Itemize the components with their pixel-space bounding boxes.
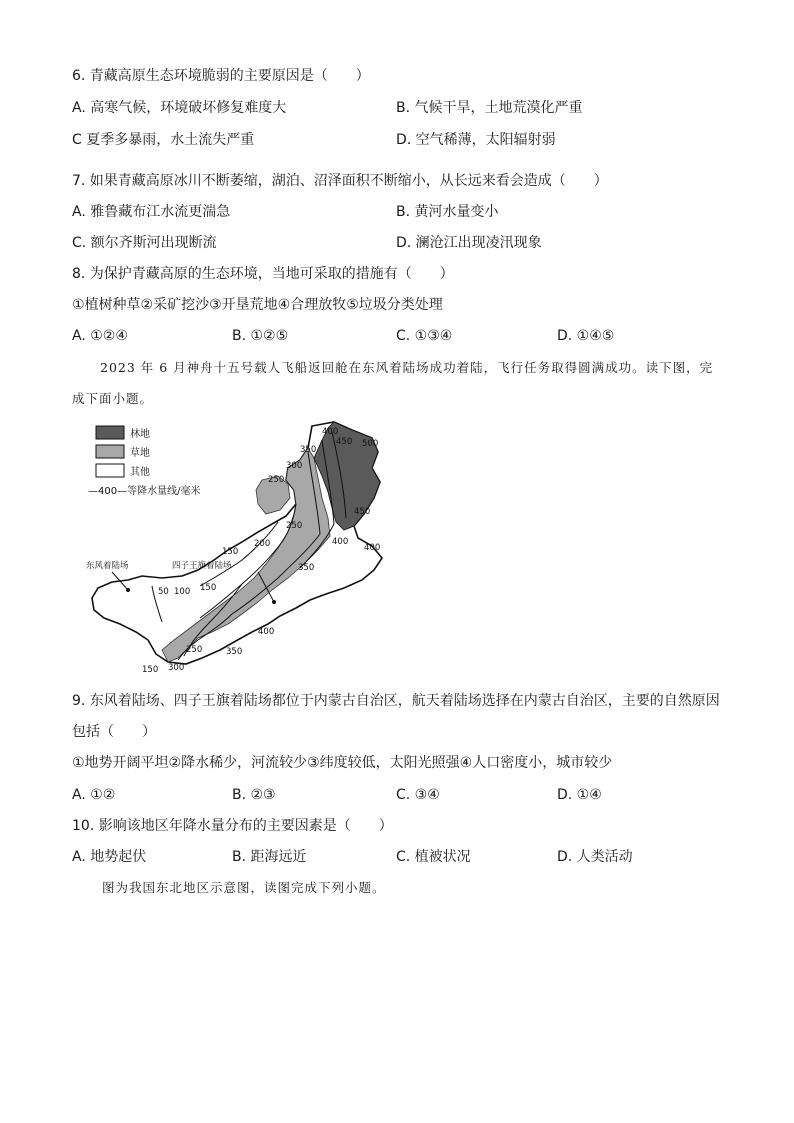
q9-stem-line2: 包括（ ）: [72, 724, 156, 740]
isohyet-label: 200: [254, 539, 271, 549]
siziwang-landing-site-marker: [272, 600, 276, 604]
isohyet-label: 450: [336, 437, 353, 447]
isohyet-label: 300: [168, 663, 185, 673]
q6-option-d: D. 空气稀薄，太阳辐射弱: [396, 132, 556, 148]
isohyet-label: 350: [300, 445, 317, 455]
isohyet-label: 400: [364, 543, 381, 553]
isohyet-label: 450: [354, 507, 371, 517]
q10-option-b: B. 距海远近: [232, 849, 307, 865]
isohyet-label: 150: [200, 583, 217, 593]
dongfeng-landing-site-marker: [126, 588, 130, 592]
passage-northeast-intro: 图为我国东北地区示意图，读图完成下列小题。: [102, 880, 386, 895]
legend-forest-swatch: [96, 426, 124, 439]
isohyet-label: 50: [158, 587, 169, 597]
q7-option-a: A. 雅鲁藏布江水流更湍急: [72, 204, 231, 220]
q7-option-b: B. 黄河水量变小: [396, 204, 499, 220]
q6-stem: 6. 青藏高原生态环境脆弱的主要原因是（ ）: [72, 68, 370, 84]
q8-option-c: C. ①③④: [396, 328, 453, 344]
q9-option-a: A. ①②: [72, 787, 116, 803]
isohyet-label: 500: [362, 439, 379, 449]
isohyet-label: 250: [186, 645, 203, 655]
q6-option-b: B. 气候干旱，土地荒漠化严重: [396, 100, 583, 116]
legend-grass-label: 草地: [130, 448, 150, 459]
q9-option-d: D. ①④: [557, 787, 602, 803]
isohyet-label: 400: [322, 427, 339, 437]
q8-option-b: B. ①②⑤: [232, 328, 289, 344]
inner-mongolia-precipitation-map: [82, 418, 502, 680]
q10-option-a: A. 地势起伏: [72, 849, 147, 865]
isohyet-label: 150: [222, 547, 239, 557]
isohyet-label: 300: [286, 461, 303, 471]
q10-stem: 10. 影响该地区年降水量分布的主要因素是（ ）: [72, 818, 393, 834]
q8-stem: 8. 为保护青藏高原的生态环境，当地可采取的措施有（ ）: [72, 266, 454, 282]
passage-intro-line1: 2023 年 6 月神舟十五号载人飞船返回舱在东风着陆场成功着陆，飞行任务取得圆满成功。读下图，完: [100, 360, 714, 375]
q6-option-a: A. 高寒气候，环境破坏修复难度大: [72, 100, 287, 116]
passage-intro-line2: 成下面小题。: [72, 391, 154, 406]
q8-option-a: A. ①②④: [72, 328, 128, 344]
legend-other-swatch: [96, 464, 124, 477]
isohyet-label: 250: [286, 521, 303, 531]
q9-stem-line1: 9. 东风着陆场、四子王旗着陆场都位于内蒙古自治区，航天着陆场选择在内蒙古自治区，主要的自然原因: [72, 693, 720, 709]
q10-option-c: C. 植被状况: [396, 849, 471, 865]
q9-option-b: B. ②③: [232, 787, 276, 803]
legend-other-label: 其他: [130, 467, 150, 478]
q7-option-d: D. 澜沧江出现凌汛现象: [396, 235, 542, 251]
q7-option-c: C. 额尔齐斯河出现断流: [72, 235, 217, 251]
isohyet-label: 250: [268, 475, 285, 485]
isohyet-label: 100: [174, 587, 191, 597]
legend-forest-label: 林地: [130, 429, 150, 440]
q10-option-d: D. 人类活动: [557, 849, 633, 865]
q8-option-d: D. ①④⑤: [557, 328, 615, 344]
isohyet-label: 150: [142, 665, 159, 675]
legend-isohyet-label: —400—等降水量线/毫米: [88, 486, 201, 497]
q7-stem: 7. 如果青藏高原冰川不断萎缩，湖泊、沼泽面积不断缩小，从长远来看会造成（ ）: [72, 173, 608, 189]
q9-option-c: C. ③④: [396, 787, 440, 803]
isohyet-label: 350: [226, 647, 243, 657]
isohyet-label: 350: [298, 563, 315, 573]
isohyet-label: 400: [332, 537, 349, 547]
q9-items: ①地势开阔平坦②降水稀少，河流较少③纬度较低，太阳光照强④人口密度小，城市较少: [72, 755, 613, 771]
dongfeng-landing-site-label: 东风着陆场: [86, 561, 129, 571]
siziwang-landing-site-label: 四子王旗着陆场: [172, 561, 232, 571]
q8-items: ①植树种草②采矿挖沙③开垦荒地④合理放牧⑤垃圾分类处理: [72, 297, 443, 313]
q6-option-c: C 夏季多暴雨，水土流失严重: [72, 132, 255, 148]
isohyet-label: 400: [258, 627, 275, 637]
legend-grass-swatch: [96, 445, 124, 458]
